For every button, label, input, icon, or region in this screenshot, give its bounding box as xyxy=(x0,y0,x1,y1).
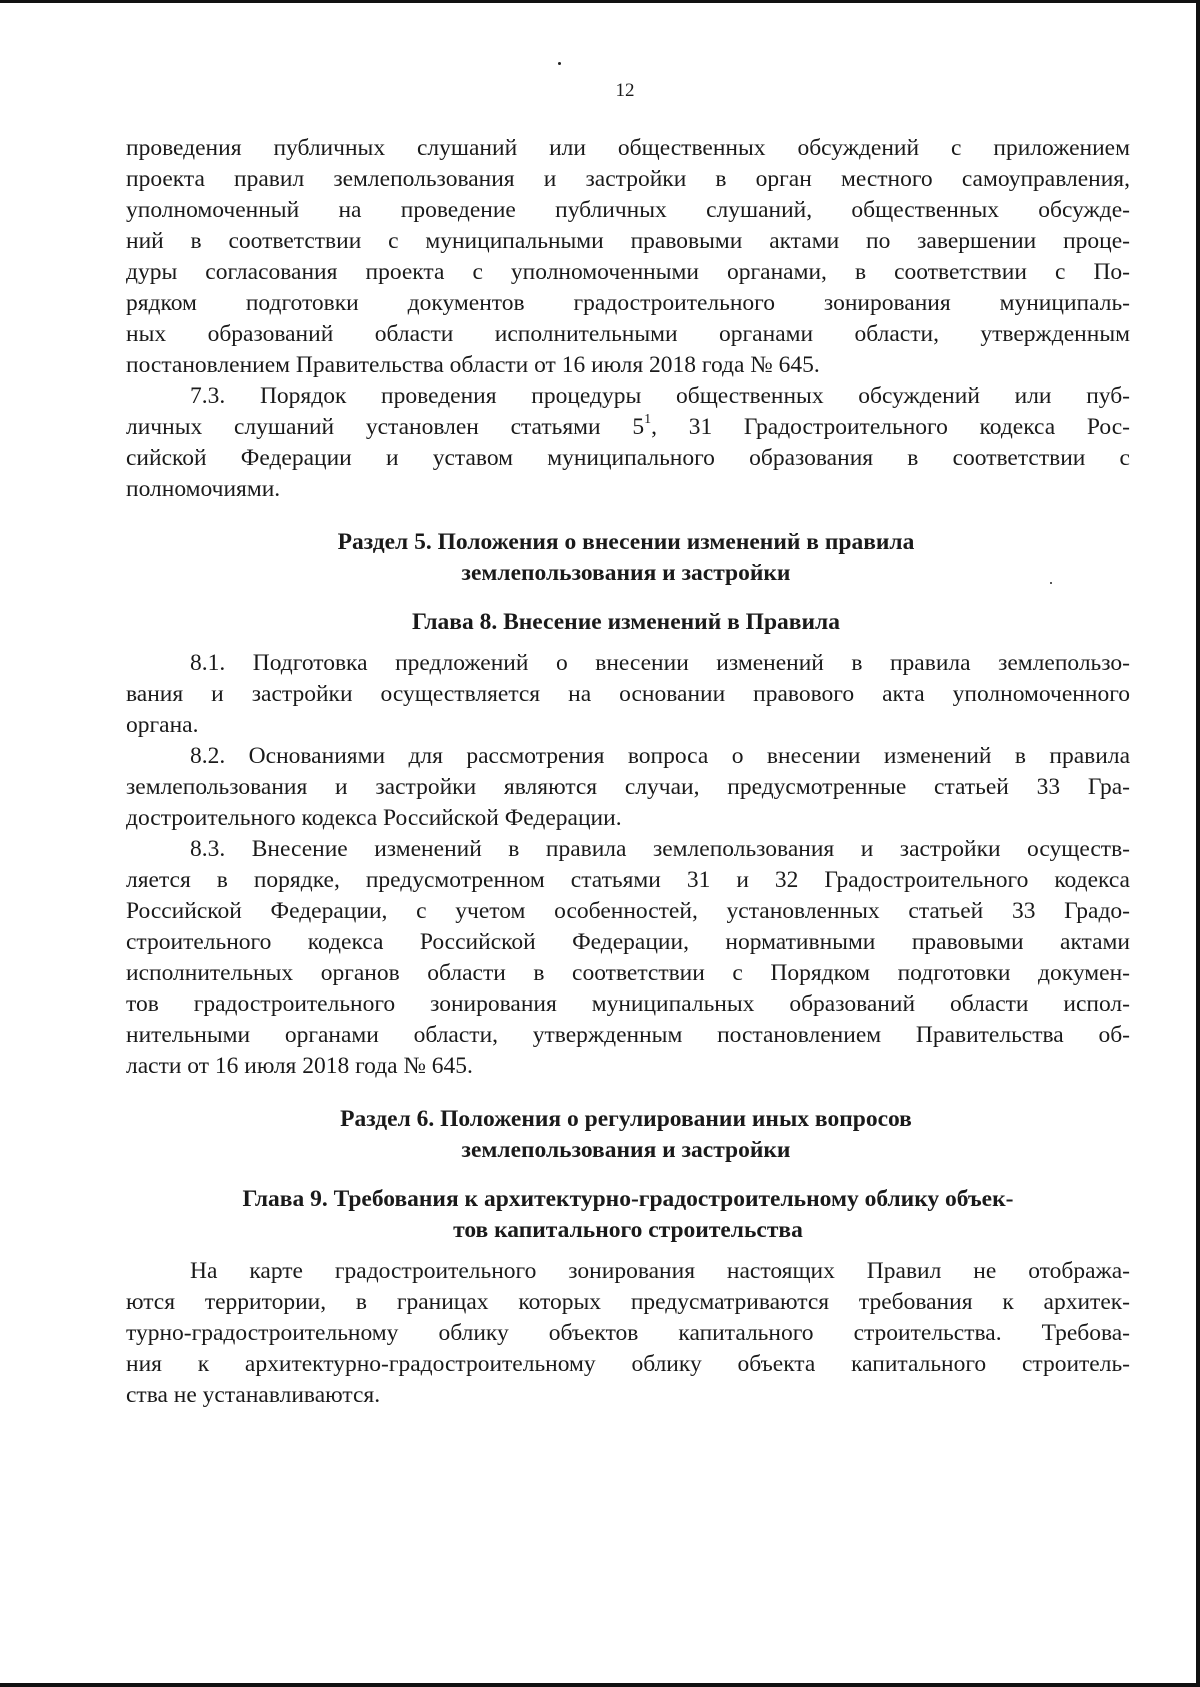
text-line: проведения публичных слушаний или общественных обсуждений с приложением xyxy=(126,135,1130,161)
text-line: ния к архитектурно-градостроительному облику объекта капитального строитель- xyxy=(126,1351,1130,1377)
text-line: вания и застройки осуществляется на основании правового акта уполномоченного xyxy=(126,681,1130,707)
text-line: ных образований области исполнительными органами области, утвержденным xyxy=(126,321,1130,347)
text-line: проекта правил землепользования и застройки в орган местного самоуправления, xyxy=(126,166,1130,192)
document-body xyxy=(126,133,1130,1411)
paragraph-7-3 xyxy=(126,381,1130,505)
text-line: органа. xyxy=(126,712,199,738)
text-line: дуры согласования проекта с уполномоченными органами, в соответствии с По- xyxy=(126,259,1130,285)
text-line: ний в соответствии с муниципальными правовыми актами по завершении проце- xyxy=(126,228,1130,254)
text-line: постановлением Правительства области от 16 июля 2018 года № 645. xyxy=(126,352,820,378)
chapter-8-heading xyxy=(296,607,956,638)
text-line: турно-градостроительному облику объектов капитального строительства. Требова- xyxy=(126,1320,1130,1346)
superscript: 1 xyxy=(644,412,652,428)
text-fragment: личных слушаний установлен статьями 5 xyxy=(126,414,645,440)
scan-speck xyxy=(558,62,561,65)
text-line: достроительного кодекса Российской Федерации. xyxy=(126,805,622,831)
text-line: землепользования и застройки являются случаи, предусмотренные статьей 33 Гра- xyxy=(126,774,1130,800)
text-line xyxy=(126,412,1130,443)
heading-line: Раздел 6. Положения о регулировании иных вопросов xyxy=(340,1106,912,1132)
text-line: ляется в порядке, предусмотренном статьями 31 и 32 Градостроительного кодекса xyxy=(126,867,1130,893)
text-line: сийской Федерации и уставом муниципального образования в соответствии с xyxy=(126,445,1130,471)
scan-border-right xyxy=(1196,0,1200,1687)
text-line: Российской Федерации, с учетом особенностей, установленных статьей 33 Градо- xyxy=(126,898,1130,924)
text-line: На карте градостроительного зонирования настоящих Правил не отобража- xyxy=(190,1258,1130,1284)
heading-line: землепользования и застройки xyxy=(461,560,791,586)
paragraph-8-3 xyxy=(126,834,1130,1082)
text-line: тов градостроительного зонирования муниципальных образований области испол- xyxy=(126,991,1130,1017)
text-line: полномочиями. xyxy=(126,476,281,502)
text-line: 7.3. Порядок проведения процедуры общественных обсуждений или пуб- xyxy=(190,383,1130,409)
heading-line: Раздел 5. Положения о внесении изменений в правила xyxy=(337,529,915,555)
text-line: исполнительных органов области в соответствии с Порядком подготовки докумен- xyxy=(126,960,1130,986)
text-line: уполномоченный на проведение публичных слушаний, общественных обсужде- xyxy=(126,197,1130,223)
text-line: 8.2. Основаниями для рассмотрения вопроса о внесении изменений в правила xyxy=(190,743,1130,769)
section-6-heading xyxy=(296,1104,956,1166)
text-line: 8.3. Внесение изменений в правила землепользования и застройки осуществ- xyxy=(190,836,1130,862)
paragraph-chapter-9 xyxy=(126,1256,1130,1411)
section-5-heading xyxy=(296,527,956,589)
scan-border-bottom xyxy=(0,1683,1200,1687)
text-line: ются территории, в границах которых предусматриваются требования к архитек- xyxy=(126,1289,1130,1315)
scan-border-top xyxy=(0,0,1200,3)
paragraph-8-2 xyxy=(126,741,1130,834)
text-line: ласти от 16 июля 2018 года № 645. xyxy=(126,1053,473,1079)
heading-line: тов капитального строительства xyxy=(453,1217,803,1243)
paragraph-continuation xyxy=(126,133,1130,381)
text-line: рядком подготовки документов градостроительного зонирования муниципаль- xyxy=(126,290,1130,316)
text-line: ства не устанавливаются. xyxy=(126,1382,381,1408)
chapter-9-heading xyxy=(156,1184,1100,1246)
text-line: нительными органами области, утвержденным постановлением Правительства об- xyxy=(126,1022,1130,1048)
paragraph-8-1 xyxy=(126,648,1130,741)
heading-line: Глава 9. Требования к архитектурно-градостроительному облику объек- xyxy=(242,1186,1014,1212)
heading-line: Глава 8. Внесение изменений в Правила xyxy=(412,609,840,635)
text-line: 8.1. Подготовка предложений о внесении изменений в правила землепользо- xyxy=(190,650,1130,676)
text-fragment: , 31 Градостроительного кодекса Рос- xyxy=(651,414,1130,440)
page-number: 12 xyxy=(615,80,635,101)
text-line: строительного кодекса Российской Федерации, нормативными правовыми актами xyxy=(126,929,1130,955)
heading-line: землепользования и застройки xyxy=(461,1137,791,1163)
